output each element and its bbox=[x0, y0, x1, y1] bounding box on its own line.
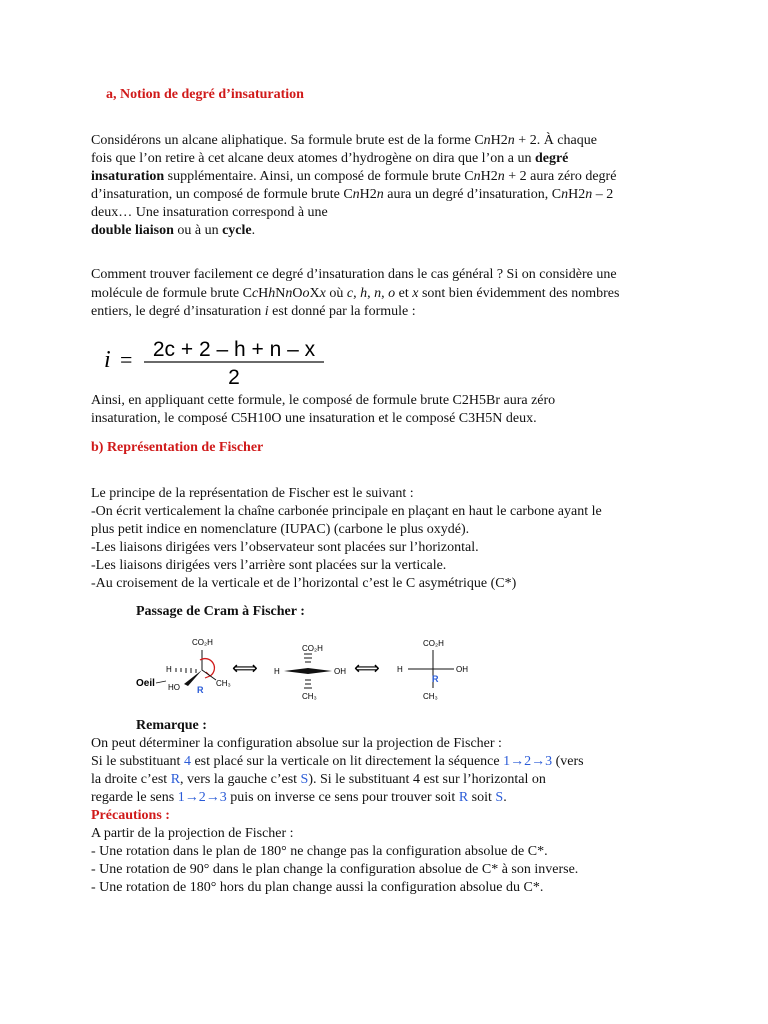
svg-text:CH₃: CH₃ bbox=[302, 692, 317, 701]
para1-line2: fois que l’on retire à cet alcane deux atomes d’hydrogène on dira que l’on a un degré bbox=[91, 151, 569, 166]
equivalence-arrow-icon: ⟺ bbox=[232, 658, 258, 678]
svg-text:R: R bbox=[197, 685, 204, 695]
precautions-line1: A partir de la projection de Fischer : bbox=[91, 826, 294, 841]
formula-lhs: i bbox=[104, 347, 111, 373]
eye-label: Oeil bbox=[136, 678, 155, 689]
svg-text:CO₂H: CO₂H bbox=[423, 639, 444, 648]
svg-text:HO: HO bbox=[168, 683, 180, 692]
fischer-line5: -Les liaisons dirigées vers l’arrière sont placées sur la verticale. bbox=[91, 558, 447, 573]
svg-text:H: H bbox=[166, 665, 172, 674]
fischer-projection bbox=[397, 639, 468, 701]
para2-line3: entiers, le degré d’insaturation i est donné par la formule : bbox=[91, 304, 416, 319]
fischer-line3: plus petit indice en nomenclature (IUPAC) (carbone le plus oxydé). bbox=[91, 522, 470, 537]
equivalence-arrow-icon: ⟺ bbox=[354, 658, 380, 678]
fischer-line2: -On écrit verticalement la chaîne carbonée principale en plaçant en haut le carbone ayant le bbox=[91, 504, 602, 519]
formula-denominator: 2 bbox=[228, 366, 240, 388]
para1-line5: deux… Une insaturation correspond à une bbox=[91, 205, 328, 220]
para2-line1: Comment trouver facilement ce degré d’insaturation dans le cas général ? Si on considère une bbox=[91, 267, 617, 282]
section-b-heading: b) Représentation de Fischer bbox=[91, 440, 264, 455]
precautions-line3: - Une rotation de 90° dans le plan change la configuration absolue de C* à son inverse. bbox=[91, 862, 579, 877]
cram-to-fischer-diagram bbox=[136, 628, 476, 706]
wedge-structure bbox=[274, 644, 346, 701]
para1-line6: double liaison ou à un cycle. bbox=[91, 223, 256, 238]
remarque-line4: regarde le sens 1→2→3 puis on inverse ce sens pour trouver soit R soit S. bbox=[91, 790, 507, 805]
svg-text:OH: OH bbox=[334, 667, 346, 676]
precautions-heading: Précautions : bbox=[91, 808, 170, 823]
section-a-heading: a, Notion de degré d’insaturation bbox=[106, 87, 304, 102]
unsaturation-formula bbox=[104, 336, 344, 388]
svg-text:CO₂H: CO₂H bbox=[302, 644, 323, 653]
precautions-line4: - Une rotation de 180° hors du plan change aussi la configuration absolue du C*. bbox=[91, 880, 544, 895]
remarque-line1: On peut déterminer la configuration absolue sur la projection de Fischer : bbox=[91, 736, 502, 751]
svg-text:H: H bbox=[274, 667, 280, 676]
svg-text:OH: OH bbox=[456, 665, 468, 674]
formula-equals: = bbox=[120, 347, 133, 372]
para1-line3: insaturation supplémentaire. Ainsi, un composé de formule brute CnH2n + 2 aura zéro degré bbox=[91, 169, 617, 184]
precautions-line2: - Une rotation dans le plan de 180° ne change pas la configuration absolue de C*. bbox=[91, 844, 548, 859]
para2-line2: molécule de formule brute CcHhNnOoXx où c, h, n, o et x sont bien évidemment des nombres bbox=[91, 286, 620, 301]
svg-text:CH₃: CH₃ bbox=[216, 679, 231, 688]
fischer-line6: -Au croisement de la verticale et de l’horizontal c’est le C asymétrique (C*) bbox=[91, 576, 517, 591]
svg-text:CH₃: CH₃ bbox=[423, 692, 438, 701]
para1-line4: d’insaturation, un composé de formule brute CnH2n aura un degré d’insaturation, CnH2n – 2 bbox=[91, 187, 614, 202]
cram-structure bbox=[136, 638, 231, 695]
para3-line1: Ainsi, en appliquant cette formule, le composé de formule brute C2H5Br aura zéro bbox=[91, 393, 556, 408]
cram-fischer-heading: Passage de Cram à Fischer : bbox=[136, 604, 305, 619]
svg-text:CO₂H: CO₂H bbox=[192, 638, 213, 647]
fischer-line4: -Les liaisons dirigées vers l’observateur sont placées sur l’horizontal. bbox=[91, 540, 479, 555]
para1-line1: Considérons un alcane aliphatique. Sa formule brute est de la forme CnH2n + 2. À chaque bbox=[91, 133, 597, 148]
svg-text:R: R bbox=[432, 674, 439, 684]
remarque-heading: Remarque : bbox=[136, 718, 207, 733]
svg-text:H: H bbox=[397, 665, 403, 674]
remarque-line2: Si le substituant 4 est placé sur la verticale on lit directement la séquence 1→2→3 (vers bbox=[91, 754, 584, 769]
para3-line2: insaturation, le composé C5H10O une insaturation et le composé C3H5N deux. bbox=[91, 411, 537, 426]
remarque-line3: la droite c’est R, vers la gauche c’est S). Si le substituant 4 est sur l’horizontal on bbox=[91, 772, 546, 787]
fischer-line1: Le principe de la représentation de Fischer est le suivant : bbox=[91, 486, 414, 501]
formula-numerator: 2c + 2 – h + n – x bbox=[152, 338, 316, 361]
